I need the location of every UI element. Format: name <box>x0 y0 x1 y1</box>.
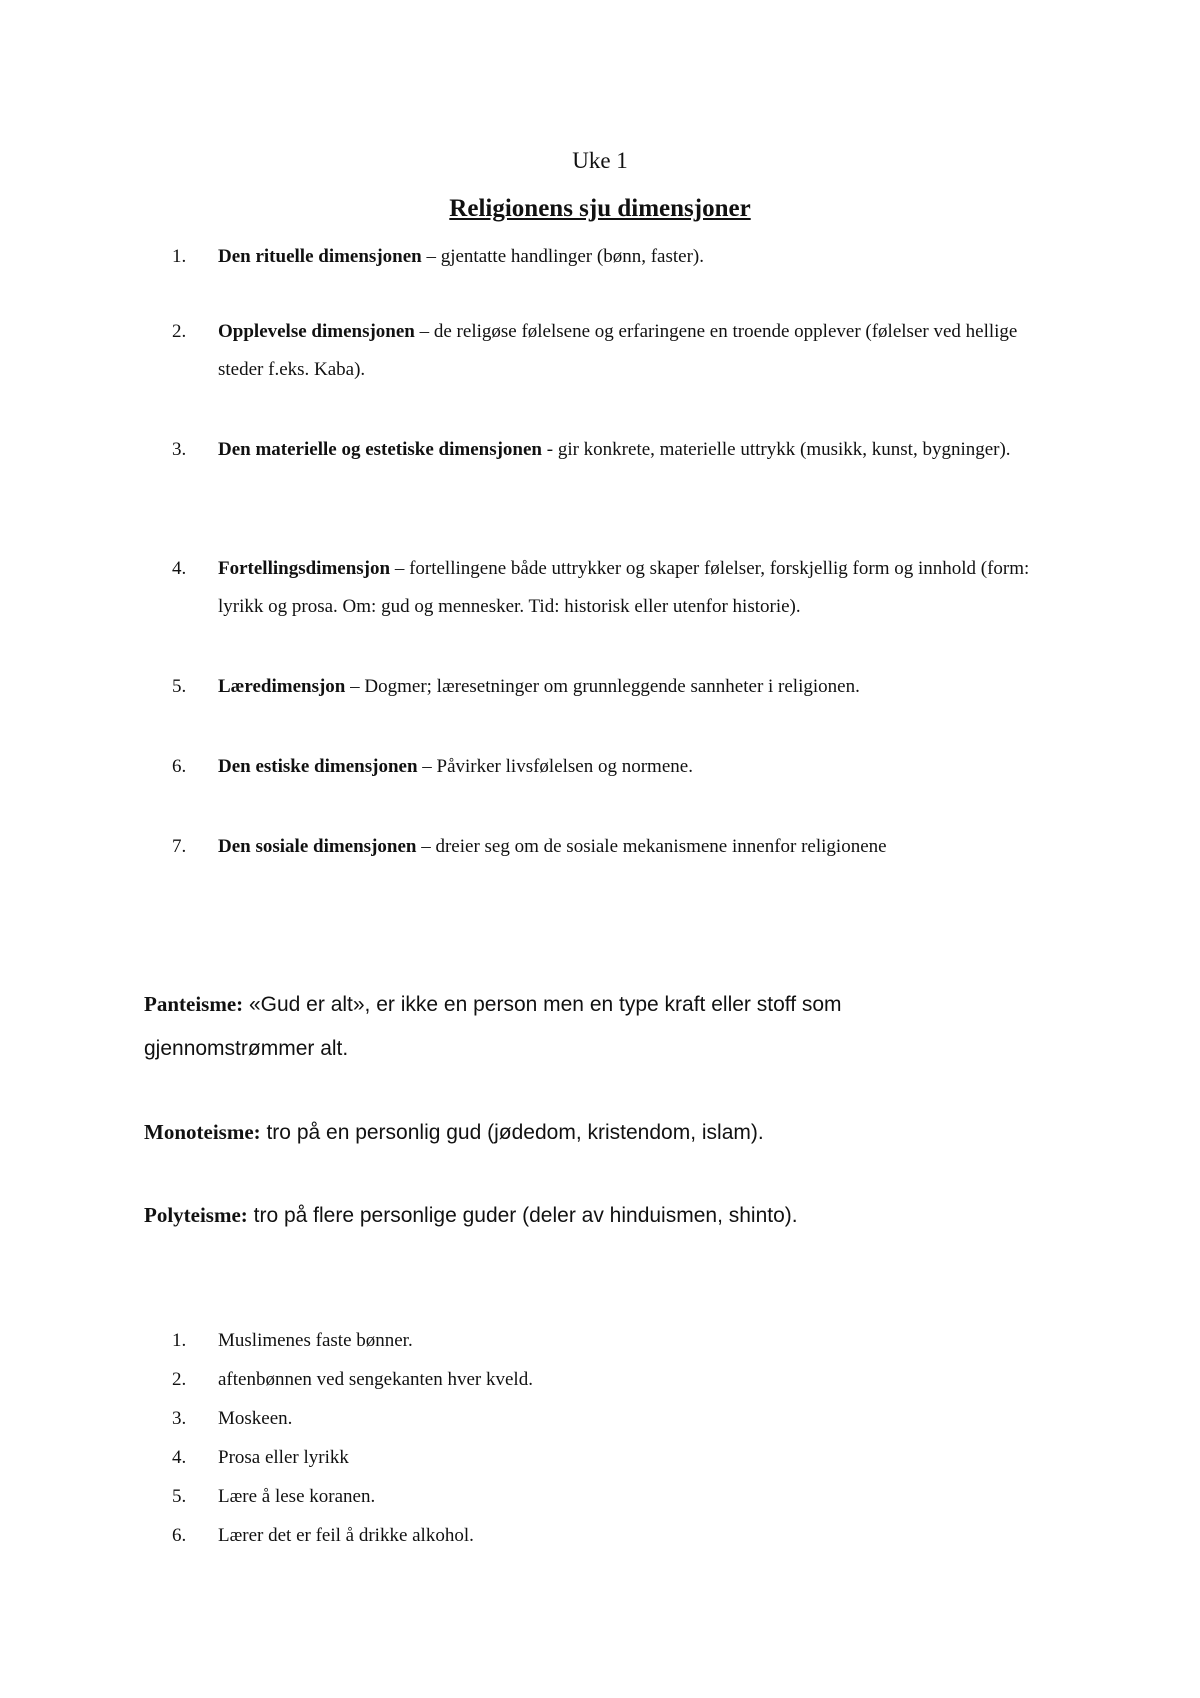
example-text: Prosa eller lyrikk <box>218 1447 349 1468</box>
example-number: 4. <box>172 1447 187 1468</box>
dimension-number: 1. <box>172 246 187 267</box>
definition-desc: tro på en personlig gud (jødedom, kristendom, islam). <box>260 1121 764 1144</box>
example-text: Muslimenes faste bønner. <box>218 1330 413 1351</box>
example-number: 6. <box>172 1525 187 1546</box>
example-number: 2. <box>172 1369 187 1390</box>
week-heading: Uke 1 <box>572 148 628 173</box>
example-text: Lære å lese koranen. <box>218 1486 376 1507</box>
dimension-desc: – fortellingene både uttrykker og skaper følelser, forskjellig form og innhold (form: lyrikk og prosa. Om: gud og mennesker. Tid: historisk eller utenfor historie). <box>218 558 1030 617</box>
dimension-text <box>218 550 1060 626</box>
dimension-term: Læredimensjon <box>218 676 346 697</box>
definition-panteisme <box>144 982 944 1071</box>
example-number: 5. <box>172 1486 187 1507</box>
dimension-number: 3. <box>172 439 187 460</box>
dimension-text <box>218 828 1060 866</box>
dimension-desc: – dreier seg om de sosiale mekanismene innenfor religionene <box>416 836 887 857</box>
example-number: 3. <box>172 1408 187 1429</box>
definition-term: Monoteisme: <box>144 1120 261 1144</box>
definition-monoteisme <box>144 1110 944 1155</box>
dimension-desc: – Dogmer; læresetninger om grunnleggende sannheter i religionen. <box>345 676 860 697</box>
dimension-text <box>218 668 1060 706</box>
dimension-text <box>218 748 1060 786</box>
definition-polyteisme <box>144 1193 944 1238</box>
example-text: Moskeen. <box>218 1408 293 1429</box>
dimension-term: Den materielle og estetiske dimensjonen <box>218 439 542 460</box>
dimension-number: 4. <box>172 558 187 579</box>
definition-desc: tro på flere personlige guder (deler av hinduismen, shinto). <box>247 1204 798 1227</box>
example-text: aftenbønnen ved sengekanten hver kveld. <box>218 1369 533 1390</box>
document-title: Religionens sju dimensjoner <box>449 195 751 222</box>
dimension-number: 5. <box>172 676 187 697</box>
definition-term: Polyteisme: <box>144 1203 248 1227</box>
dimension-term: Den sosiale dimensjonen <box>218 836 417 857</box>
dimension-term: Fortellingsdimensjon <box>218 558 391 579</box>
dimension-term: Den estiske dimensjonen <box>218 756 418 777</box>
dimension-desc: - gir konkrete, materielle uttrykk (musikk, kunst, bygninger). <box>542 439 1011 460</box>
dimension-term: Den rituelle dimensjonen <box>218 246 422 267</box>
dimension-number: 2. <box>172 321 187 342</box>
dimension-number: 7. <box>172 836 187 857</box>
example-text: Lærer det er feil å drikke alkohol. <box>218 1525 474 1546</box>
definition-term: Panteisme: <box>144 992 244 1016</box>
example-number: 1. <box>172 1330 187 1351</box>
definition-desc: «Gud er alt», er ikke en person men en type kraft eller stoff som gjennomstrømmer alt. <box>144 993 842 1060</box>
dimension-text <box>218 431 1060 469</box>
dimension-text <box>218 313 1060 389</box>
dimension-desc: – Påvirker livsfølelsen og normene. <box>417 756 693 777</box>
dimension-text <box>218 238 1060 276</box>
dimension-term: Opplevelse dimensjonen <box>218 321 415 342</box>
dimension-desc: – gjentatte handlinger (bønn, faster). <box>421 246 704 267</box>
dimension-desc: – de religøse følelsene og erfaringene en troende opplever (følelser ved hellige steder f.eks. Kaba). <box>218 321 1018 380</box>
dimension-number: 6. <box>172 756 187 777</box>
